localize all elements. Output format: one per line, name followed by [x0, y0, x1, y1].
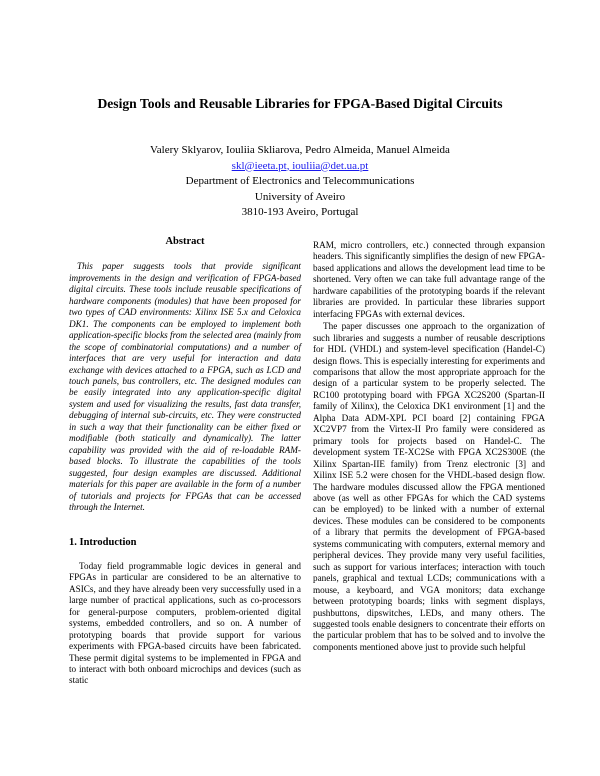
right-paragraph-2: The paper discusses one approach to the organization of such libraries and suggests a number of reusable descriptions for HDL (VHDL) and system-level specification (Handel-C) design flows. This is especially interesting for experiments and comparisons that allow the most appropriate approach for the design of a particular system to be properly selected. The RC100 prototyping board with FPGA XC2S200 (Spartan-II family of Xilinx), the Celoxica DK1 environment [1] and the Alpha Data ADM-XPL PCI board [2] containing FPGA XC2VP7 from the Virtex-II Pro family were considered as primary tools for projects based on Handel-C. The development system TE-XC2Se with FPGA XC2S300E (the Xilinx Spartan-IIE family) from Trenz electronic [3] and Xilinx ISE 5.2 were chosen for the VHDL-based design flow. The hardware modules discussed allow the FPGA mentioned above (as well as other FPGAs for which the CAD systems can be employed) to be linked with a number of external devices. These modules can be considered to be components of a library that permits the development of FPGA-based systems communicating with computers, external memory and peripheral devices. They provide many very useful facilities, such as support for various interfaces; interaction with touch panels, graphical and textual LCDs; communications with a mouse, a keyboard, and VGA monitors; data exchange between prototyping boards; links with segment displays, pushbuttons, dipswitches, LEDs, and many others. The suggested tools enable designers to concentrate their efforts on the particular problem that has to be solved and to involve the components mentioned above just to provide such helpful — [313, 321, 545, 652]
address: 3810-193 Aveiro, Portugal — [241, 206, 359, 218]
abstract-heading: Abstract — [165, 236, 205, 247]
author-emails[interactable]: skl@ieeta.pt, iouliia@det.ua.pt — [231, 159, 369, 172]
left-column — [69, 236, 301, 687]
abstract-text: This paper suggests tools that provide significant improvements in the design and verification of FPGA-based digital circuits. These tools include reusable specifications of hardware components (modules) that have been proposed for two types of CAD environments: Xilinx ISE 5.x and Celoxica DK1. The components can be employed to implement both application-specific blocks from the selected area (mainly from the scope of combinatorial computations) and a number of interfaces that are very useful for interaction and data exchange with devices attached to a FPGA, such as LCD and touch panels, bus controllers, etc. The designed modules can be easily integrated into any application-specific digital system and used for visualizing the results, fast data transfer, debugging of internal sub-circuits, etc. They were constructed in such a way that their functionality can be either fixed or modifiable (both statically and dynamically). The latter capability was provided with the aid of re-loadable RAM-based blocks. To illustrate the capabilities of the tools suggested, four design examples are discussed. Additional materials for this paper are available in the form of a number of tutorials and projects for FPGAs that can be accessed through the Internet. — [69, 261, 301, 512]
right-column — [313, 240, 545, 653]
university: University of Aveiro — [254, 190, 346, 203]
introduction-heading: 1. Introduction — [69, 537, 137, 549]
department: Department of Electronics and Telecommunications — [185, 175, 415, 187]
paper-title: Design Tools and Reusable Libraries for FPGA-Based Digital Circuits — [97, 96, 503, 111]
introduction-paragraph: Today field programmable logic devices in general and FPGAs in particular are considered to be an alternative to ASICs, and they have already been very successfully used in a large number of practical applications, such as co-processors for general-purpose computers, problem-oriented digital systems, embedded controllers, and so on. A number of prototyping boards that provide support for various experiments with FPGA-based circuits have been fabricated. These permit digital systems to be implemented in FPGA and to interact with both onboard microchips and devices (such as static — [69, 560, 301, 686]
authors: Valery Sklyarov, Iouliia Skliarova, Pedro Almeida, Manuel Almeida — [150, 144, 450, 156]
right-paragraph-1: RAM, micro controllers, etc.) connected through expansion headers. This significantly simplifies the design of new FPGA-based applications and allows the development lead time to be shortened. Very often we can take full advantage range of the hardware capabilities of the prototyping boards if the relevant libraries are provided. In particular these libraries support interfacing FPGAs with external devices. — [313, 240, 545, 319]
author-block — [60, 143, 540, 221]
